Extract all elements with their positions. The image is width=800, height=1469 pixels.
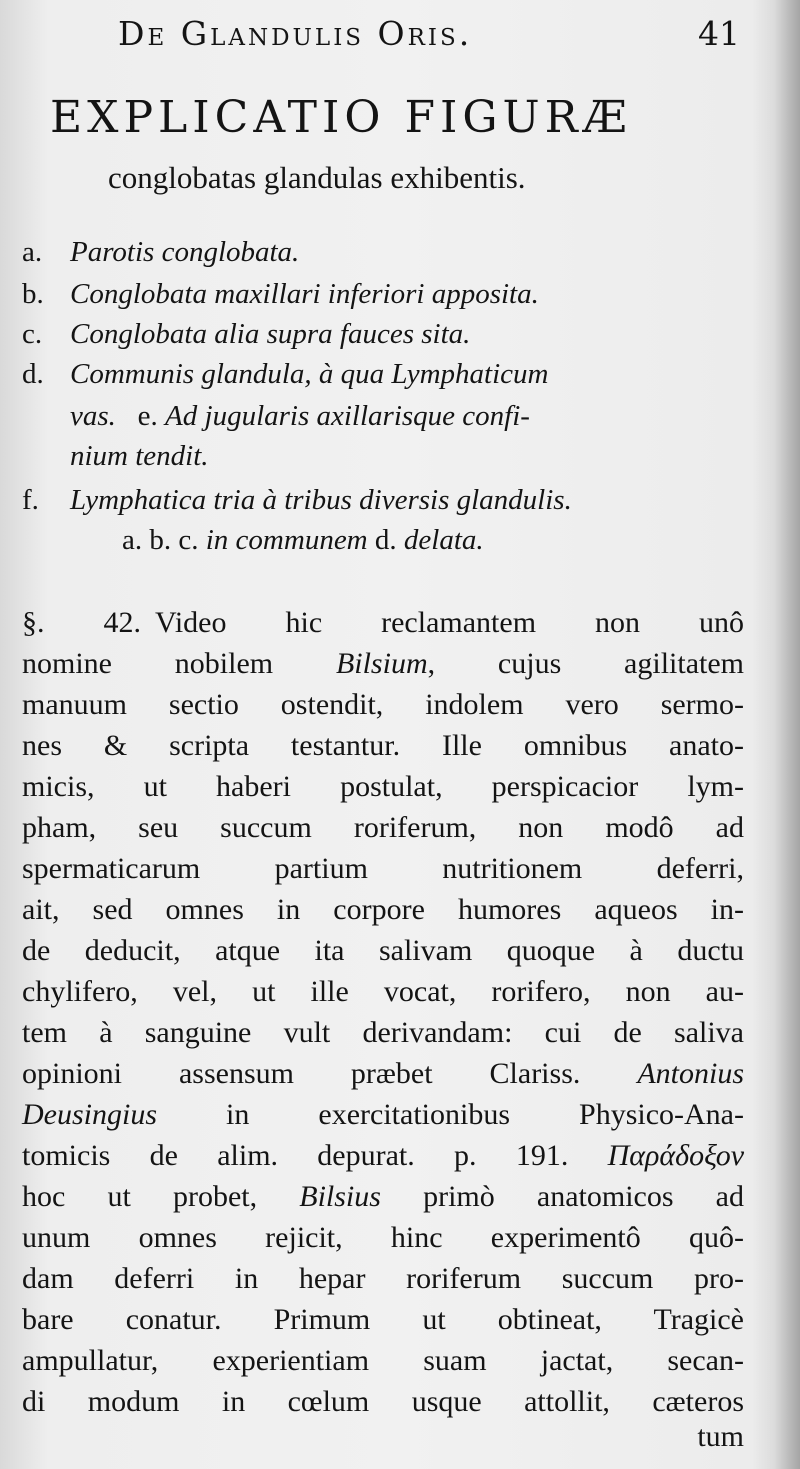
legend-letter: d. [374, 524, 397, 556]
body-line: manuum sectio ostendit, indolem vero sermo- [22, 688, 744, 721]
body-line: di modum in cœlum usque attollit, cæteros [22, 1385, 744, 1418]
legend-letter: b. [22, 278, 44, 310]
legend-letter: f. [22, 484, 39, 516]
explicatio-subtitle: conglobatas glandulas exhibentis. [108, 160, 526, 195]
legend-item-f-continued [22, 524, 484, 557]
name-deusingius: Deusingius [22, 1098, 157, 1131]
section-mark: §. 42. [22, 606, 141, 639]
legend-item-f [22, 484, 572, 517]
legend-item-c [22, 318, 470, 351]
explicatio-title: EXPLICATIO FIGURÆ [50, 92, 632, 143]
greek-paradoxon: Παράδοξον [607, 1139, 745, 1172]
legend-text: Parotis conglobata. [70, 236, 300, 268]
body-line: hoc ut probet, Bilsius primò anatomicos ad [22, 1180, 744, 1213]
body-line: spermaticarum partium nutritionem deferri, [22, 852, 744, 885]
body-line: Deusingius in exercitationibus Physico-Ana- [22, 1098, 744, 1131]
page-edge-shadow [774, 0, 800, 1469]
body-line: bare conatur. Primum ut obtineat, Tragicè [22, 1303, 744, 1336]
body-line: ait, sed omnes in corpore humores aqueos in- [22, 893, 744, 926]
page-number: 41 [698, 14, 740, 53]
legend-text: nium tendit. [70, 440, 209, 472]
legend-letters: a. b. c. [122, 524, 199, 556]
legend-letter: c. [22, 318, 43, 350]
legend-item-d-continued [22, 400, 530, 433]
catchword: tum [697, 1420, 744, 1453]
name-bilsius: Bilsius [299, 1180, 381, 1213]
legend-letter: e. [137, 400, 158, 432]
legend-text: vas. [70, 400, 116, 432]
body-line: chylifero, vel, ut ille vocat, rorifero, non au- [22, 975, 744, 1008]
legend-text: Conglobata maxillari inferiori apposita. [70, 278, 539, 310]
legend-item-e-continued [22, 440, 209, 473]
body-line: opinioni assensum præbet Clariss. Antonius [22, 1057, 745, 1090]
body-line: tem à sanguine vult derivandam: cui de saliva [22, 1016, 744, 1049]
legend-item-b [22, 278, 539, 311]
body-line: nes & scripta testantur. Ille omnibus anato- [22, 729, 744, 762]
body-line: §. 42. Video hic reclamantem non unô [22, 606, 744, 639]
legend-text: in communem [205, 524, 368, 556]
legend-text: Ad jugularis axillarisque confi- [165, 400, 530, 432]
body-line: ampullatur, experientiam suam jactat, secan- [22, 1344, 744, 1377]
body-line: micis, ut haberi postulat, perspicacior lym- [22, 770, 744, 803]
name-antonius: Antonius [637, 1057, 745, 1090]
legend-text: Communis glandula, à qua Lymphaticum [70, 358, 549, 390]
body-line: de deducit, atque ita salivam quoque à ductu [22, 934, 744, 967]
legend-text: delata. [403, 524, 484, 556]
legend-letter: d. [22, 358, 44, 390]
legend-item-d [22, 358, 548, 391]
legend-letter: a. [22, 236, 43, 268]
body-line: nomine nobilem Bilsium, cujus agilitatem [22, 647, 745, 680]
legend-text: Conglobata alia supra fauces sita. [70, 318, 471, 350]
body-line: dam deferri in hepar roriferum succum pro- [22, 1262, 744, 1295]
body-line: unum omnes rejicit, hinc experimentô quô- [22, 1221, 744, 1254]
running-title: De Glandulis Oris. [118, 14, 473, 53]
legend-item-a [22, 236, 299, 269]
body-line: pham, seu succum roriferum, non modô ad [22, 811, 744, 844]
name-bilsium: Bilsium [335, 647, 428, 680]
legend-text: Lymphatica tria à tribus diversis glandulis. [70, 484, 572, 516]
body-line: tomicis de alim. depurat. p. 191. Παράδοξον [22, 1139, 745, 1172]
